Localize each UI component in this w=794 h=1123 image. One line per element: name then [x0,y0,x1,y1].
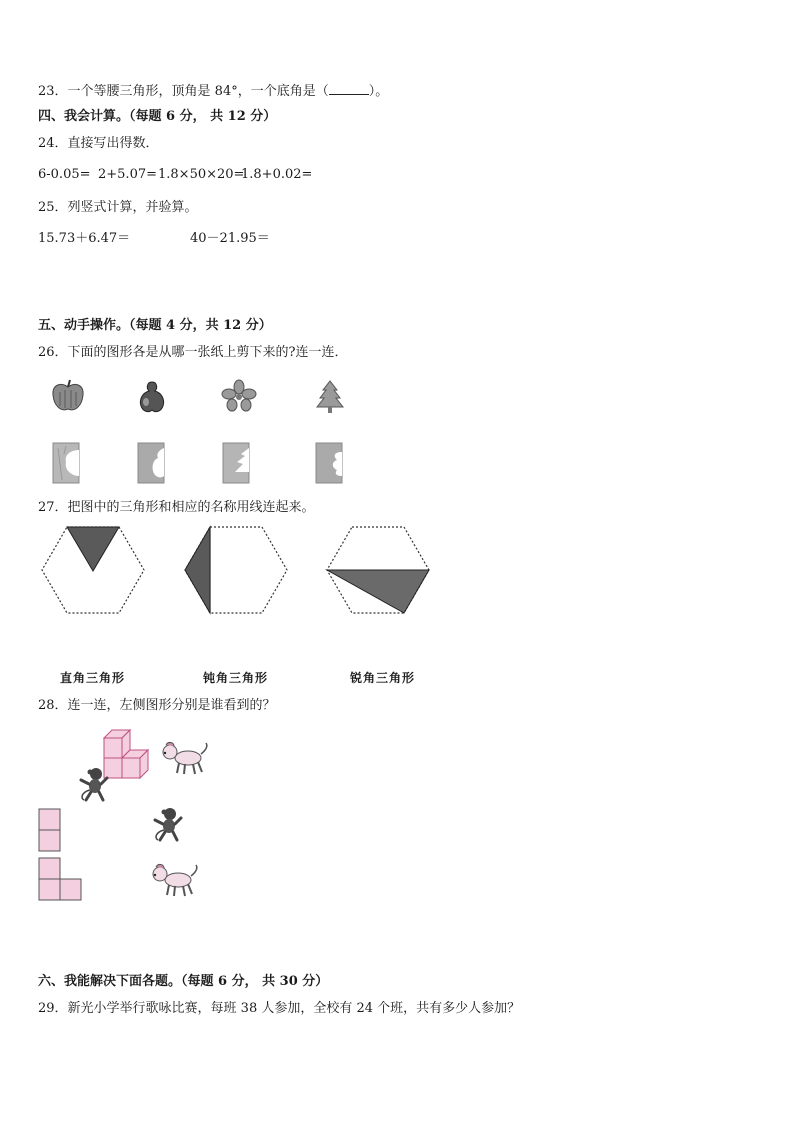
view-vertical-two-squares [38,808,62,852]
calc-item: 40－21.95＝ [190,231,270,246]
hexagon-figure-2 [183,525,289,615]
hexagon-figure-3 [325,525,431,615]
question-24: 24．直接写出得数． [38,136,159,151]
question-29: 29．新光小学举行歌咏比赛，每班 38 人参加，全校有 24 个班，共有多少人参加？ [38,1001,521,1016]
apple-icon [50,378,86,414]
question-27: 27．把图中的三角形和相应的名称用线连起来。 [38,500,315,515]
gourd-icon [137,380,167,414]
dog-icon-2 [150,862,200,898]
monkey-icon [76,766,112,802]
question-23 [38,84,388,100]
question-26: 26．下面的图形各是从哪一张纸上剪下来的?连一连． [38,345,348,360]
cut-paper-1 [52,442,82,484]
cut-paper-4 [315,442,345,484]
section-4-heading: 四、我会计算。（每题 6 分， 共 12 分） [38,109,277,124]
question-25: 25．列竖式计算，并验算。 [38,200,198,215]
flower-icon [222,380,256,412]
triangle-label-obtuse: 钝角三角形 [203,671,269,685]
calc-item: 1.8+0.02= [241,167,313,182]
answer-blank[interactable] [329,84,369,95]
calc-item: 1.8×50×20= [158,167,245,182]
section-6-heading: 六、我能解决下面各题。（每题 6 分， 共 30 分） [38,974,329,989]
monkey-icon-2 [150,806,186,842]
view-l-shape [38,857,84,901]
question-28: 28．连一连，左侧图形分别是谁看到的？ [38,698,276,713]
hexagon-figure-1 [40,525,146,615]
cut-paper-2 [137,442,167,484]
triangle-label-right: 直角三角形 [60,671,126,685]
triangle-label-acute: 锐角三角形 [350,671,416,685]
section-5-heading: 五、动手操作。（每题 4 分，共 12 分） [38,318,272,333]
tree-icon [315,380,345,414]
question-23-text: 23．一个等腰三角形，顶角是 84°，一个底角是（ [38,84,329,99]
cut-paper-3 [222,442,252,484]
calc-item: 6-0.05= [38,167,91,182]
dog-icon [160,740,210,776]
question-23-tail: ）。 [368,84,389,99]
calc-item: 15.73＋6.47＝ [38,231,131,246]
calc-item: 2+5.07= [98,167,158,182]
